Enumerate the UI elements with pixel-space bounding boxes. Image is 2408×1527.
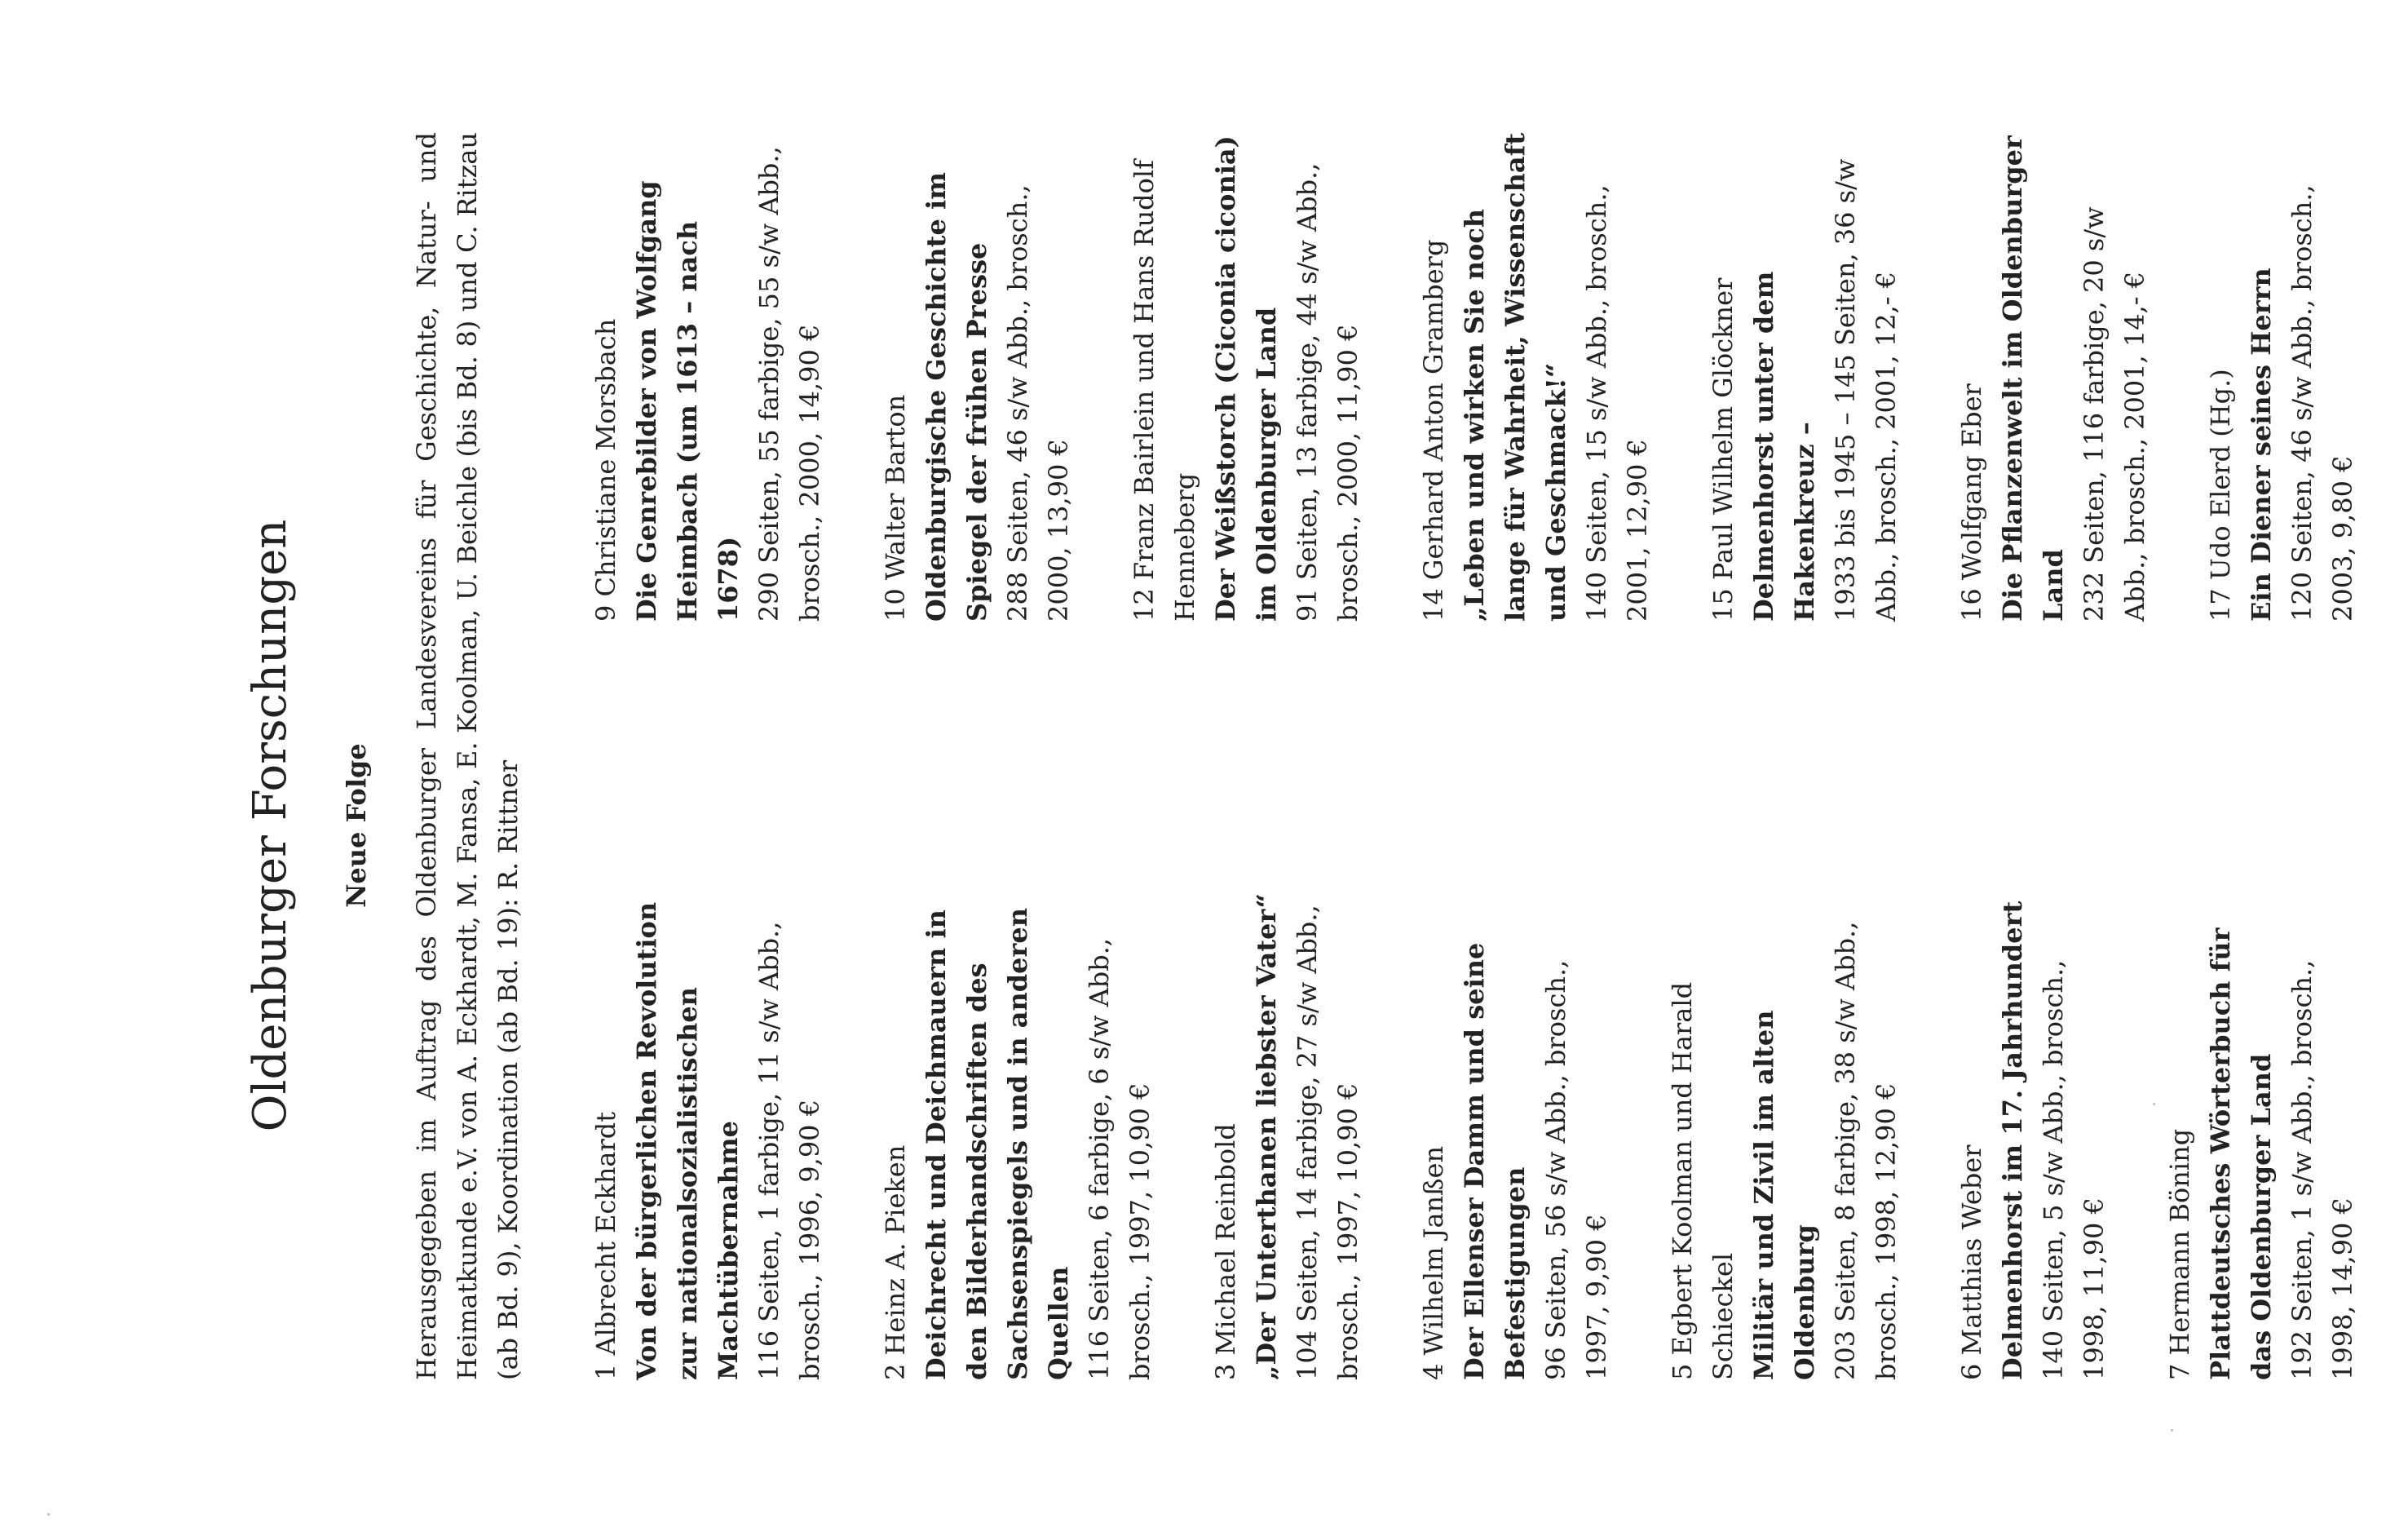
entry-author: 6 Matthias Weber xyxy=(1956,1144,1987,1380)
list-item xyxy=(1951,132,2155,622)
entry-title: Die Pflanzenwelt im Oldenburger Land xyxy=(1997,135,2069,622)
entry-author: 17 Udo Elerd (Hg.) xyxy=(2205,369,2236,622)
scan-speck xyxy=(2171,1429,2173,1432)
list-item xyxy=(1951,891,2114,1380)
entry-author: 12 Franz Bairlein und Hans Rudolf Henneberg xyxy=(1129,159,1200,622)
list-item xyxy=(1413,891,1617,1380)
entry-details: 96 Seiten, 56 s/w Abb., brosch., 1997, 9,90 € xyxy=(1540,959,1612,1380)
entry-details: 91 Seiten, 13 farbige, 44 s/w Abb., brosch., 2000, 11,90 € xyxy=(1292,162,1363,622)
entry-details: 120 Seiten, 46 s/w Abb., brosch., 2003, 9,80 € xyxy=(2286,184,2358,622)
entry-title: Delmenhorst unter dem Hakenkreuz – xyxy=(1748,271,1820,622)
list-item xyxy=(2159,891,2363,1380)
entry-author: 15 Paul Wilhelm Glöckner xyxy=(1708,277,1739,622)
list-item xyxy=(585,132,830,622)
entry-title: Der Weißstorch (Ciconia ciconia) im Oldenburger Land xyxy=(1210,135,1282,622)
entry-title: „Leben und wirken Sie noch lange für Wahrheit, Wissenschaft und Geschmack!“ xyxy=(1459,132,1571,622)
list-item xyxy=(1662,891,1907,1380)
scan-speck xyxy=(2153,1103,2155,1105)
entry-author: 16 Wolfgang Eber xyxy=(1956,383,1987,622)
entry-title: Die Genrebilder von Wolfgang Heimbach (um 1613 – nach 1678) xyxy=(631,180,744,622)
scan-speck xyxy=(47,1513,50,1516)
entry-details: 116 Seiten, 6 farbige, 6 s/w Abb., brosch., 1997, 10,90 € xyxy=(1084,937,1155,1380)
series-subtitle: Neue Folge xyxy=(341,743,372,908)
entry-title: Der Ellenser Damm und seine Befestigungen xyxy=(1459,942,1531,1380)
list-item xyxy=(1413,132,1658,622)
entry-details: 192 Seiten, 1 s/w Abb., brosch., 1998, 14,90 € xyxy=(2286,959,2358,1380)
entry-author: 9 Christiane Morsbach xyxy=(590,318,621,622)
entry-title: Ein Diener seines Herrn xyxy=(2246,268,2277,622)
entry-title: Militär und Zivil im alten Oldenburg xyxy=(1748,1010,1820,1380)
list-item xyxy=(1205,891,1368,1380)
entry-title: „Der Unterthanen liebster Vater“ xyxy=(1251,893,1282,1380)
entry-title: Von der bürgerlichen Revolution zur nationalsozialistischen Machtübernahme xyxy=(631,901,744,1380)
entry-author: 5 Egbert Koolman und Harald Schieckel xyxy=(1667,981,1739,1380)
list-item xyxy=(2200,132,2363,622)
entry-details: 140 Seiten, 5 s/w Abb., brosch., 1998, 11,90 € xyxy=(2038,959,2110,1380)
entry-title: Delmenhorst im 17. Jahrhundert xyxy=(1997,901,2028,1380)
list-item xyxy=(875,891,1160,1380)
entry-author: 14 Gerhard Anton Gramberg xyxy=(1418,239,1449,622)
list-item xyxy=(1124,132,1368,622)
list-item xyxy=(1703,132,1907,622)
right-column xyxy=(585,132,2408,622)
entry-author: 3 Michael Reinbold xyxy=(1210,1123,1241,1380)
entry-details: 288 Seiten, 46 s/w Abb., brosch., 2000, 13,90 € xyxy=(1002,184,1074,622)
list-item xyxy=(875,132,1079,622)
editor-note: Herausgegeben im Auftrag des Oldenburger Landesvereins für Geschichte, Natur- und Heimatkunde e.V. von A. Eckhardt, M. Fansa, E. Koolman, U. Beichle (bis Bd. 8) und C. Ritzau (ab Bd. 9), Koordination (ab Bd. 19): R. Rittner xyxy=(411,132,524,1380)
entry-author: 1 Albrecht Eckhardt xyxy=(590,1111,621,1380)
entry-author: 4 Wilhelm Janßen xyxy=(1418,1145,1449,1380)
entry-author: 7 Hermann Böning xyxy=(2164,1128,2195,1380)
list-item xyxy=(585,891,830,1380)
entry-details: 290 Seiten, 55 farbige, 55 s/w Abb., brosch., 2000, 14,90 € xyxy=(753,146,825,622)
entry-details: 104 Seiten, 14 farbige, 27 s/w Abb., brosch., 1997, 10,90 € xyxy=(1292,905,1363,1380)
entry-title: Deichrecht und Deichmauern in den Bilderhandschriften des Sachsenspiegels und in anderen Quellen xyxy=(921,907,1074,1380)
entry-details: 140 Seiten, 15 s/w Abb., brosch., 2001, 12,90 € xyxy=(1581,184,1653,622)
entry-details: 1933 bis 1945 – 145 Seiten, 36 s/w Abb., brosch., 2001, 12,- € xyxy=(1830,158,1902,622)
entry-title: Oldenburgische Geschichte im Spiegel der frühen Presse xyxy=(921,172,992,622)
entry-details: 116 Seiten, 1 farbige, 11 s/w Abb., brosch., 1996, 9,90 € xyxy=(753,921,825,1380)
entry-author: 2 Heinz A. Pieken xyxy=(880,1144,911,1380)
entry-details: 203 Seiten, 8 farbige, 38 s/w Abb., brosch., 1998, 12,90 € xyxy=(1830,921,1902,1380)
page-title: Oldenburger Forschungen xyxy=(244,519,297,1132)
entry-author: 10 Walter Barton xyxy=(880,394,911,622)
entry-details: 232 Seiten, 116 farbige, 20 s/w Abb., brosch., 2001, 14,- € xyxy=(2079,206,2150,622)
entry-title: Plattdeutsches Wörterbuch für das Oldenburger Land xyxy=(2205,927,2277,1380)
left-column xyxy=(585,891,2408,1380)
